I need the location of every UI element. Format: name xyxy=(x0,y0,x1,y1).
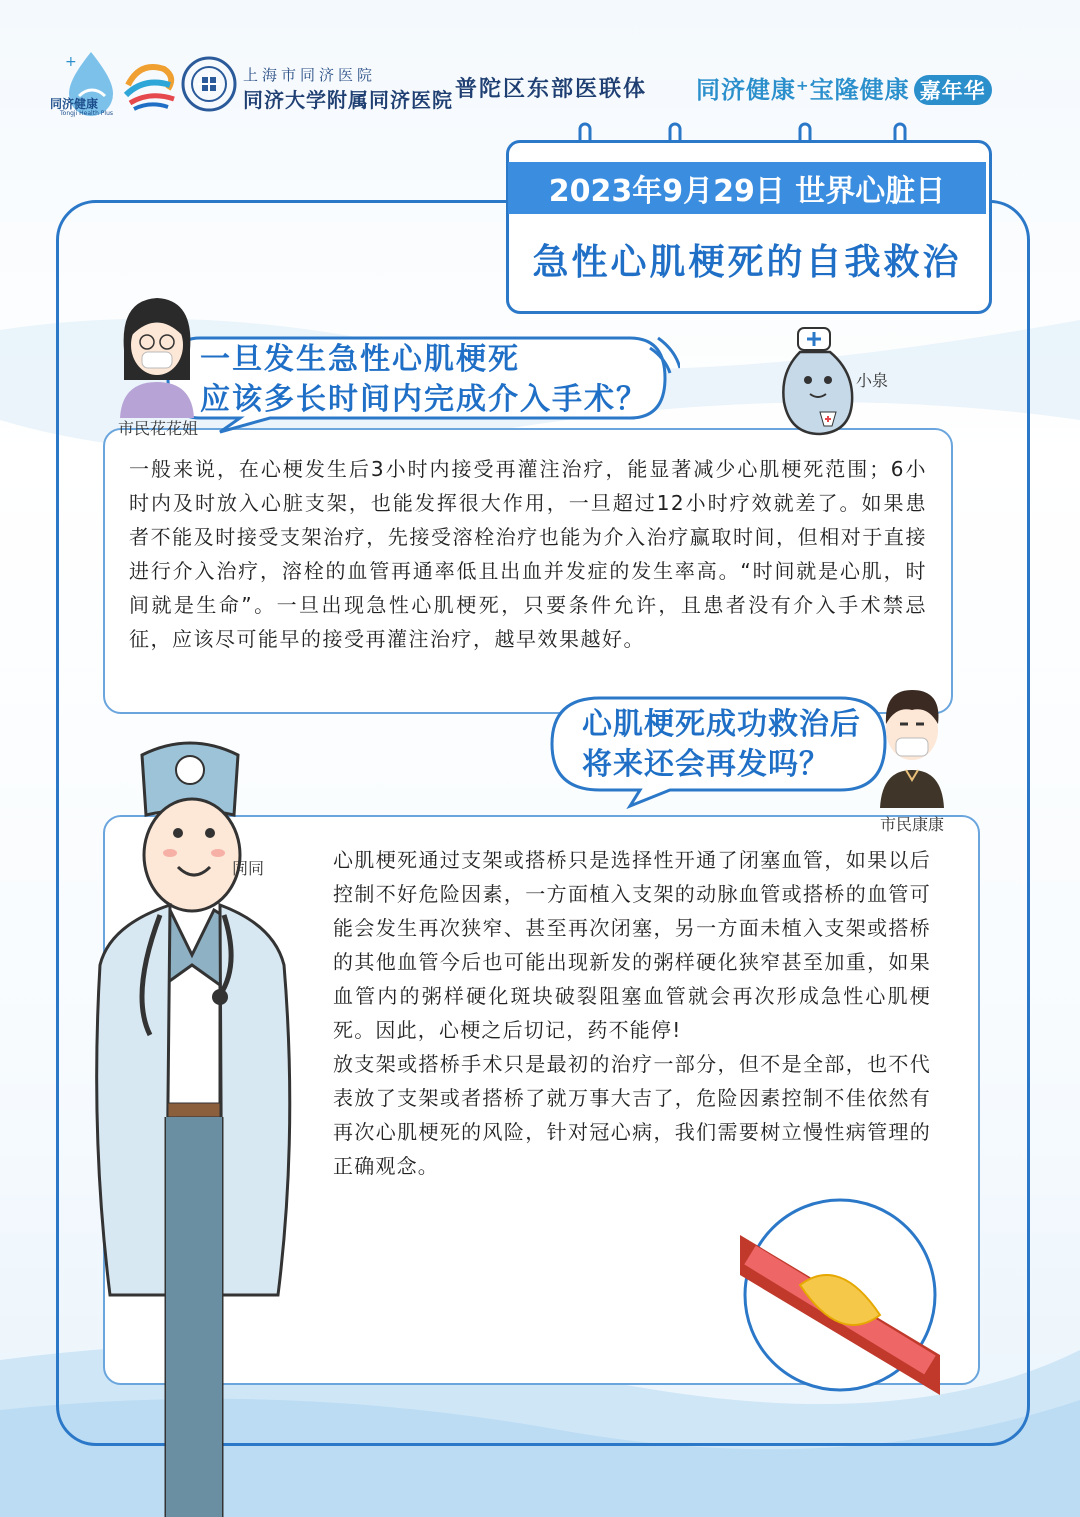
hospital-name: 上海市同济医院 xyxy=(243,66,377,84)
question1-line1: 一旦发生急性心肌梗死 xyxy=(200,342,520,377)
hospital-seal-icon xyxy=(180,55,238,113)
answer1-box xyxy=(103,428,953,714)
header xyxy=(0,0,1080,130)
doctor-label: 同同 xyxy=(232,859,265,878)
page-title: 急性心肌梗死的自我救治 xyxy=(532,242,962,283)
question1-line2: 应该多长时间内完成介入手术？ xyxy=(200,382,648,417)
woman-avatar-icon xyxy=(112,290,202,420)
logo1-subtitle: Tongji Health Plus xyxy=(60,110,113,117)
svg-text:+: + xyxy=(65,54,77,70)
mascot-icon xyxy=(770,322,860,442)
answer2-paragraph1: 心肌梗死通过支架或搭桥只是选择性开通了闭塞血管，如果以后控制不好危险因素，一方面植入支架的动脉血管或搭桥的血管可能会发生再次狭窄、甚至再次闭塞，另一方面未植入支架或搭桥的其他血管今后也可能出现新发的粥样硬化狭窄甚至加重，如果血管内的粥样硬化斑块破裂阻塞血管就会再次形成急性心肌梗死。因此，心梗之后切记，药不能停! xyxy=(333,848,931,1042)
question1 xyxy=(200,340,648,420)
logo1-text: 同济健康 xyxy=(50,97,99,111)
question2 xyxy=(582,705,861,785)
doctor-illustration-icon xyxy=(70,735,330,1517)
hospital-name-full: 同济大学附属同济医院 xyxy=(243,88,453,112)
answer1-text: 一般来说，在心梗发生后3小时内接受再灌注治疗，能显著减少心肌梗死范围；6小时内及时放入心脏支架，也能发挥很大作用，一旦超过12小时疗效就差了。如果患者不能及时接受支架治疗，先接受溶栓治疗也能为介入治疗赢取时间，但相对于直接进行介入治疗，溶栓的血管再通率低且出血并发症的发生率高。“时间就是心肌，时间就是生命”。一旦出现急性心肌梗死，只要条件允许，且患者没有介入手术禁忌征，应该尽可能早的接受再灌注治疗，越早效果越好。 xyxy=(129,457,927,651)
mascot-label: 小泉 xyxy=(856,371,889,390)
swirl-logo-icon xyxy=(120,55,180,115)
brand-badge: 嘉年华 xyxy=(914,75,992,105)
question2-line1: 心肌梗死成功救治后 xyxy=(582,707,861,742)
woman-label: 市民花花姐 xyxy=(118,419,199,438)
answer2-paragraph2: 放支架或搭桥手术只是最初的治疗一部分，但不是全部，也不代表放了支架或者搭桥了就万事大吉了，危险因素控制不佳依然有再次心肌梗死的风险，针对冠心病，我们需要树立慢性病管理的正确观念。 xyxy=(333,1052,931,1178)
brand-text: 同济健康⁺宝隆健康 xyxy=(696,76,910,104)
brand-title xyxy=(696,70,992,105)
man-avatar-icon xyxy=(872,680,952,810)
question2-line2: 将来还会再发吗？ xyxy=(582,747,830,782)
title-date: 2023年9月29日 世界心脏日 xyxy=(548,174,946,209)
artery-plaque-illustration-icon xyxy=(740,1195,940,1395)
man-label: 市民康康 xyxy=(880,815,945,834)
answer2-text xyxy=(333,843,931,1183)
medical-alliance-name: 普陀区东部医联体 xyxy=(455,76,648,102)
